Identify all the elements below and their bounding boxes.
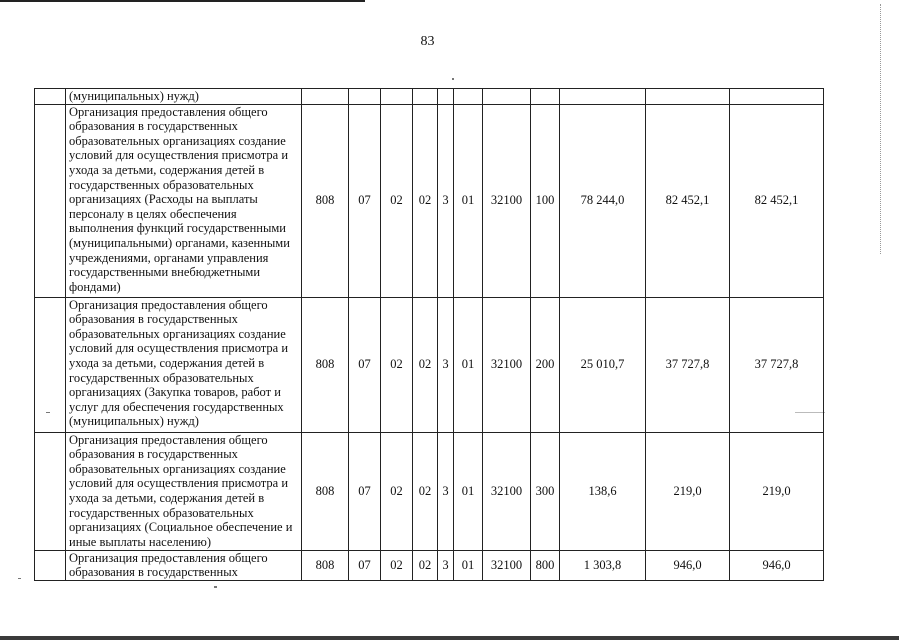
code-cell: 3 bbox=[438, 432, 454, 550]
code-cell: 200 bbox=[531, 297, 560, 432]
code-cell: 07 bbox=[349, 432, 381, 550]
amount-cell: 1 303,8 bbox=[560, 550, 646, 580]
code-cell: 01 bbox=[454, 550, 483, 580]
description-cell: Организация предоставления общего образования в государственных образовательных организациях создание условий для осуществления присмотра и ухода за детьми, содержания детей в государственных образовательных организациях (Социальное обеспечение и иные выплаты населению) bbox=[66, 432, 302, 550]
amount-cell: 82 452,1 bbox=[730, 104, 824, 297]
amount-cell bbox=[560, 89, 646, 105]
code-cell: 3 bbox=[438, 104, 454, 297]
scan-speck bbox=[18, 578, 21, 579]
code-cell: 07 bbox=[349, 104, 381, 297]
amount-cell: 219,0 bbox=[730, 432, 824, 550]
code-cell bbox=[531, 89, 560, 105]
code-cell: 808 bbox=[302, 550, 349, 580]
amount-cell: 37 727,8 bbox=[730, 297, 824, 432]
amount-cell bbox=[646, 89, 730, 105]
code-cell bbox=[438, 89, 454, 105]
code-cell: 808 bbox=[302, 104, 349, 297]
code-cell bbox=[381, 89, 413, 105]
description-cell: Организация предоставления общего образования в государственных образовательных организациях создание условий для осуществления присмотра и ухода за детьми, содержания детей в государственных образовательных организациях (Закупка товаров, работ и услуг для обеспечения государственных (муниципальных) нужд) bbox=[66, 297, 302, 432]
code-cell: 3 bbox=[438, 297, 454, 432]
amount-cell: 78 244,0 bbox=[560, 104, 646, 297]
scan-edge-marks bbox=[880, 4, 885, 254]
code-cell: 808 bbox=[302, 297, 349, 432]
code-cell: 02 bbox=[413, 104, 438, 297]
code-cell: 100 bbox=[531, 104, 560, 297]
row-number-cell bbox=[35, 297, 66, 432]
code-cell: 32100 bbox=[483, 432, 531, 550]
code-cell: 02 bbox=[381, 297, 413, 432]
amount-cell: 219,0 bbox=[646, 432, 730, 550]
code-cell: 3 bbox=[438, 550, 454, 580]
code-cell: 07 bbox=[349, 550, 381, 580]
description-cell: Организация предоставления общего образования в государственных bbox=[66, 550, 302, 580]
top-rule bbox=[0, 0, 365, 2]
table-row bbox=[35, 89, 824, 105]
amount-cell: 25 010,7 bbox=[560, 297, 646, 432]
table-row bbox=[35, 297, 824, 432]
code-cell bbox=[349, 89, 381, 105]
page-number: 83 bbox=[420, 34, 435, 49]
code-cell: 300 bbox=[531, 432, 560, 550]
code-cell: 808 bbox=[302, 432, 349, 550]
code-cell: 32100 bbox=[483, 297, 531, 432]
code-cell: 02 bbox=[381, 432, 413, 550]
code-cell: 02 bbox=[381, 550, 413, 580]
amount-cell: 37 727,8 bbox=[646, 297, 730, 432]
amount-cell: 946,0 bbox=[730, 550, 824, 580]
amount-cell bbox=[730, 89, 824, 105]
budget-table bbox=[34, 88, 824, 581]
code-cell: 01 bbox=[454, 104, 483, 297]
code-cell: 02 bbox=[413, 297, 438, 432]
row-number-cell bbox=[35, 104, 66, 297]
code-cell bbox=[483, 89, 531, 105]
code-cell: 01 bbox=[454, 297, 483, 432]
amount-cell: 82 452,1 bbox=[646, 104, 730, 297]
row-number-cell bbox=[35, 89, 66, 105]
code-cell: 800 bbox=[531, 550, 560, 580]
code-cell bbox=[413, 89, 438, 105]
code-cell bbox=[454, 89, 483, 105]
table-row bbox=[35, 550, 824, 580]
scan-bottom-edge bbox=[0, 636, 899, 640]
code-cell: 07 bbox=[349, 297, 381, 432]
table-row bbox=[35, 104, 824, 297]
scan-speck bbox=[452, 78, 454, 80]
code-cell: 01 bbox=[454, 432, 483, 550]
code-cell: 02 bbox=[381, 104, 413, 297]
code-cell: 32100 bbox=[483, 550, 531, 580]
code-cell: 02 bbox=[413, 550, 438, 580]
row-number-cell bbox=[35, 550, 66, 580]
description-cell: Организация предоставления общего образования в государственных образовательных организациях создание условий для осуществления присмотра и ухода за детьми, содержания детей в государственных образовательных организациях (Расходы на выплаты персоналу в целях обеспечения выполнения функций государственными (муниципальными) органами, казенными учреждениями, органами управления государственными внебюджетными фондами) bbox=[66, 104, 302, 297]
code-cell: 02 bbox=[413, 432, 438, 550]
scan-speck bbox=[214, 586, 217, 588]
row-number-cell bbox=[35, 432, 66, 550]
amount-cell: 138,6 bbox=[560, 432, 646, 550]
table-row bbox=[35, 432, 824, 550]
code-cell bbox=[302, 89, 349, 105]
code-cell: 32100 bbox=[483, 104, 531, 297]
amount-cell: 946,0 bbox=[646, 550, 730, 580]
description-cell: (муниципальных) нужд) bbox=[66, 89, 302, 105]
